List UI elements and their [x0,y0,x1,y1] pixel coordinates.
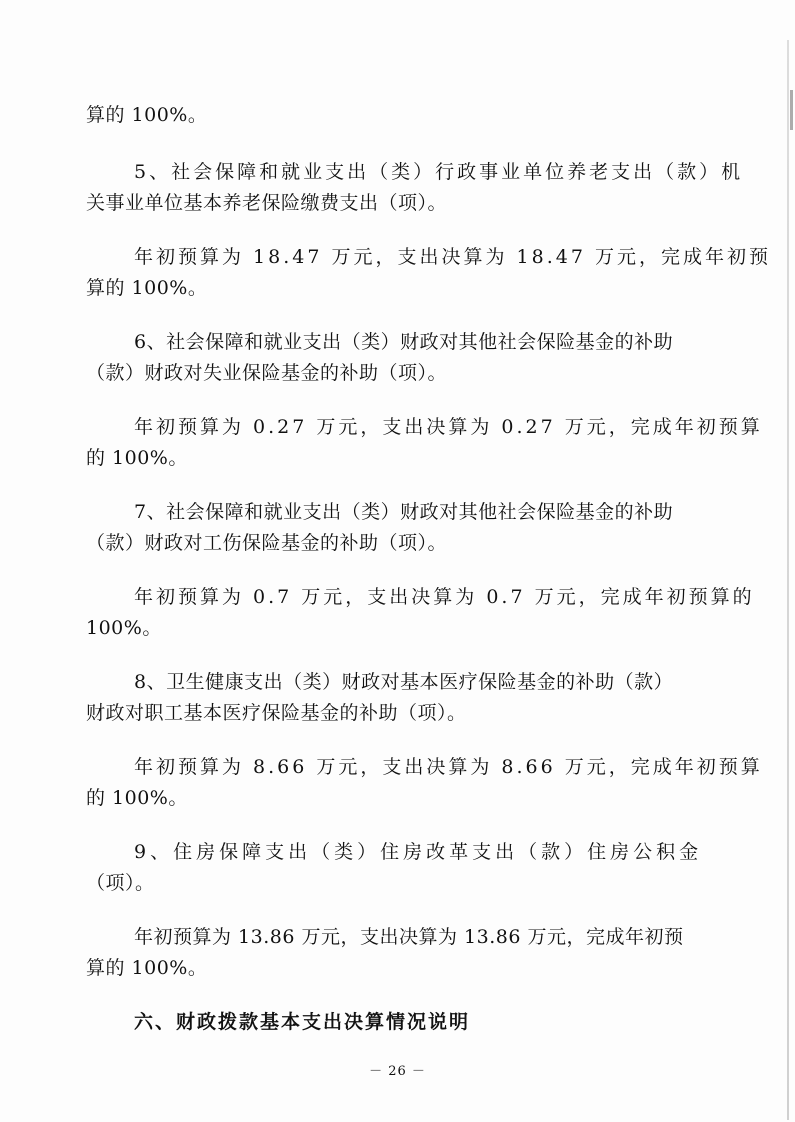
text-line: 年初预算为 0.7 万元，支出决算为 0.7 万元，完成年初预算的 [134,586,755,608]
text-line: 7、社会保障和就业支出（类）财政对其他社会保险基金的补助 [134,501,674,523]
text-line: 算的 100%。 [86,277,208,299]
text-line: （项）。 [86,872,155,894]
text-line: 算的 100%。 [86,104,208,126]
text-line: 年初预算为 18.47 万元，支出决算为 18.47 万元，完成年初预 [134,246,771,268]
text-line: 的 100%。 [86,447,188,469]
text-line: 100%。 [86,617,162,639]
scan-edge [787,40,789,1120]
text-line: 8、卫生健康支出（类）财政对基本医疗保险基金的补助（款） [134,671,674,693]
text-line: （款）财政对失业保险基金的补助（项）。 [86,362,448,384]
text-line: 年初预算为 0.27 万元，支出决算为 0.27 万元，完成年初预算 [134,416,763,438]
text-line: 算的 100%。 [86,957,208,979]
section-heading: 六、财政拨款基本支出决算情况说明 [134,1011,471,1033]
text-line: 6、社会保障和就业支出（类）财政对其他社会保险基金的补助 [134,331,674,353]
text-line: 年初预算为 8.66 万元，支出决算为 8.66 万元，完成年初预算 [134,756,763,778]
text-line: 5、社会保障和就业支出（类）行政事业单位养老支出（款）机 [134,161,744,183]
text-line: 的 100%。 [86,787,188,809]
text-line: 财政对职工基本医疗保险基金的补助（项）。 [86,702,467,724]
text-line: （款）财政对工伤保险基金的补助（项）。 [86,532,448,554]
page-number: － 26 － [369,1064,426,1079]
text-line: 9、住房保障支出（类）住房改革支出（款）住房公积金 [134,841,703,863]
text-line: 年初预算为 13.86 万元，支出决算为 13.86 万元，完成年初预 [134,926,684,948]
scan-mark [790,90,793,130]
text-line: 关事业单位基本养老保险缴费支出（项）。 [86,192,448,214]
